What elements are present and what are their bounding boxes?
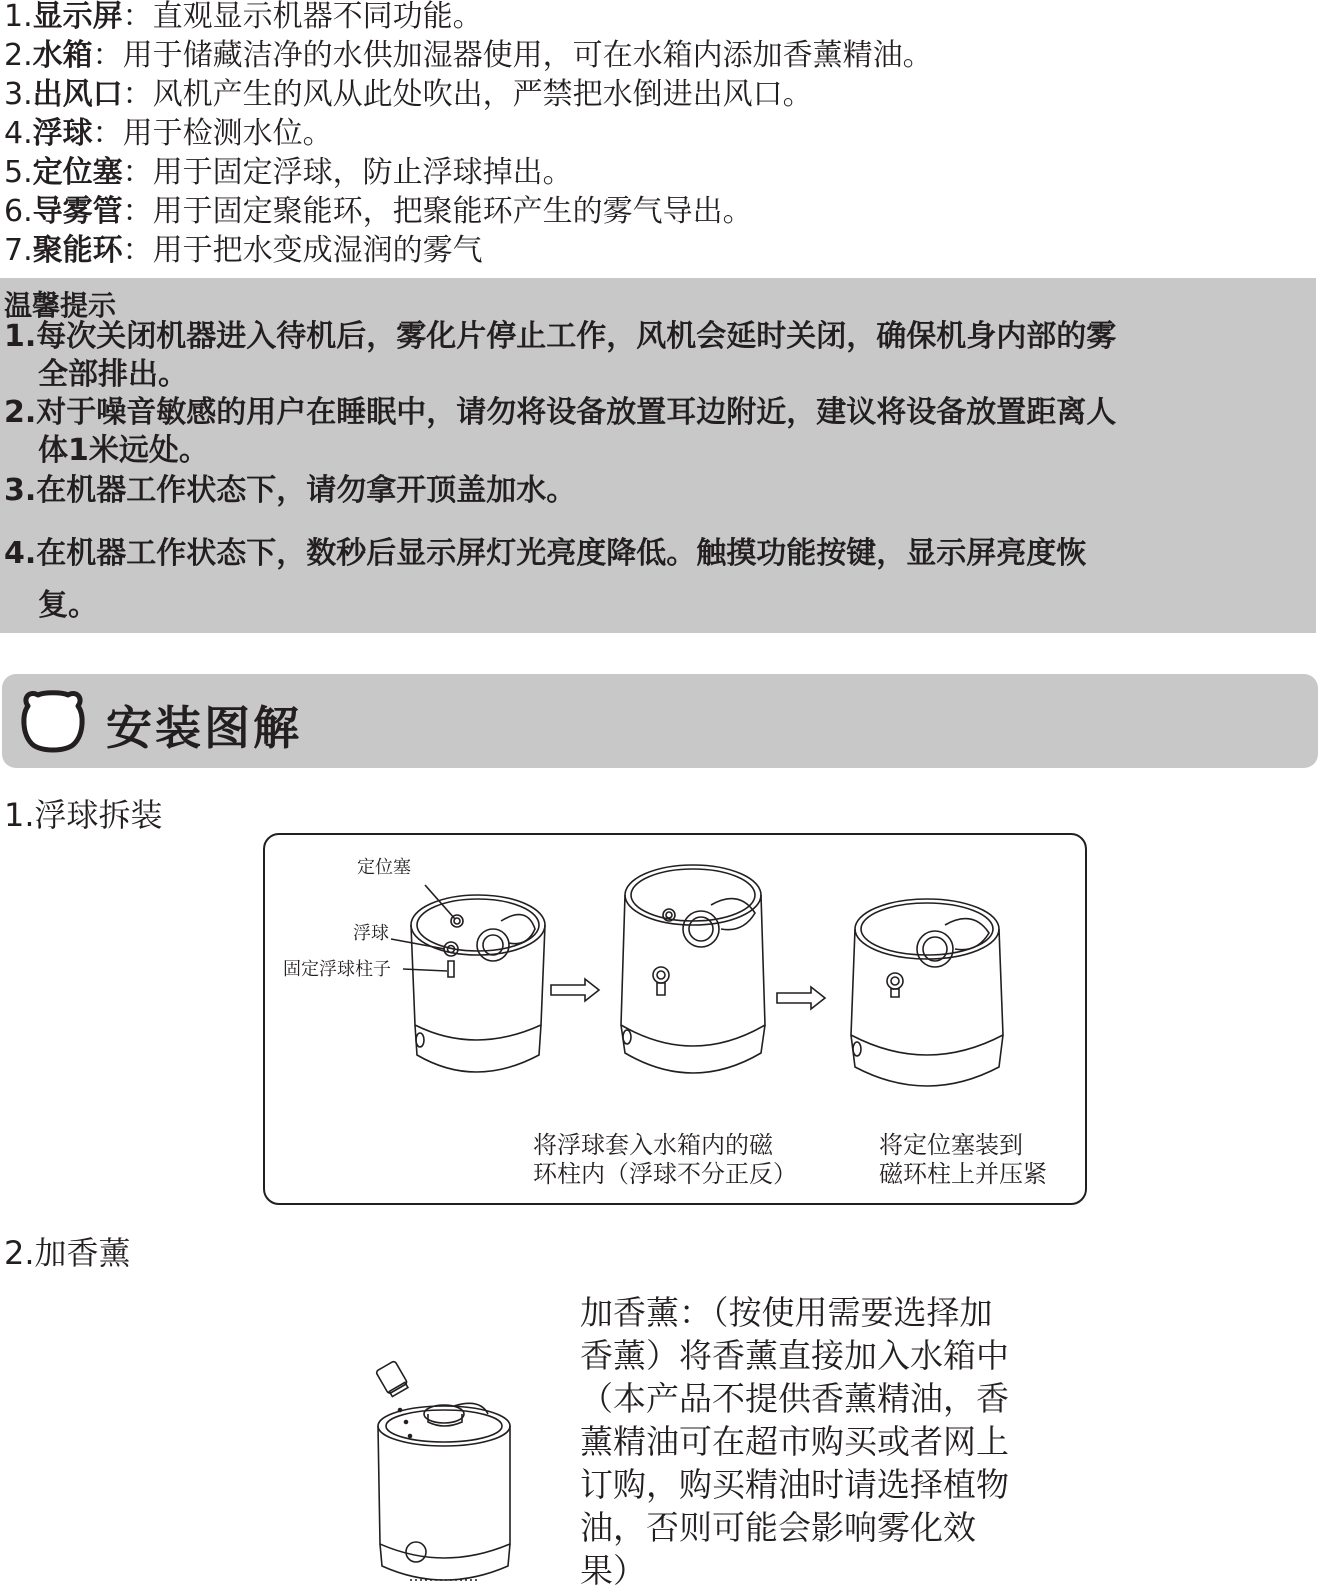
part-item: 7.聚能环：用于把水变成湿润的雾气 [4,233,483,268]
tips-title: 温馨提示 [4,289,117,322]
part-item: 1.显示屏：直观显示机器不同功能。 [4,0,483,34]
label-float: 浮球 [353,923,389,944]
aroma-humidifier-illustration [370,1358,530,1590]
step2-title: 2.加香薰 [4,1234,131,1272]
part-item: 6.导雾管：用于固定聚能环，把聚能环产生的雾气导出。 [4,194,753,229]
tips-box [0,278,1316,633]
tip-item: 3.在机器工作状态下，请勿拿开顶盖加水。 [4,473,577,508]
tip-item: 4.在机器工作状态下，数秒后显示屏灯光亮度降低。触摸功能按键，显示屏亮度恢 复。 [4,536,1087,623]
tank-illustration [621,865,765,1073]
section-title: 安装图解 [106,701,302,755]
bear-icon [14,682,92,760]
label-stopper: 定位塞 [357,857,411,878]
parts-list [4,0,1304,273]
part-item: 2.水箱：用于储藏洁净的水供加湿器使用，可在水箱内添加香薰精油。 [4,38,933,73]
arrow-icon [551,979,599,1001]
aroma-instructions: 加香薰：（按使用需要选择加 香薰）将香薰直接加入水箱中 （本产品不提供香薰精油，香 薰精油可在超市购买或者网上 订购，购买精油时请选择植物 油，否则可能会影响雾化效 果） [580,1293,1009,1590]
tip-item: 1.每次关闭机器进入待机后，雾化片停止工作，风机会延时关闭，确保机身内部的雾 全部排出。 [4,319,1117,392]
step1-title: 1.浮球拆装 [4,796,163,834]
caption-a: 将浮球套入水箱内的磁 环柱内（浮球不分正反） [533,1131,797,1188]
tank-illustration [391,885,545,1072]
part-item: 3.出风口：风机产生的风从此处吹出，严禁把水倒进出风口。 [4,77,813,112]
caption-b: 将定位塞装到 磁环柱上并压紧 [879,1131,1047,1188]
tip-item: 2.对于噪音敏感的用户在睡眠中，请勿将设备放置耳边附近，建议将设备放置距离人 体1米远处。 [4,395,1117,468]
section-header [2,674,1318,768]
part-item: 5.定位塞：用于固定浮球，防止浮球掉出。 [4,155,573,190]
part-item: 4.浮球：用于检测水位。 [4,116,333,151]
float-install-diagram [263,833,1087,1205]
arrow-icon [777,987,825,1009]
label-post: 固定浮球柱子 [283,959,391,980]
tank-illustration [851,899,1003,1086]
